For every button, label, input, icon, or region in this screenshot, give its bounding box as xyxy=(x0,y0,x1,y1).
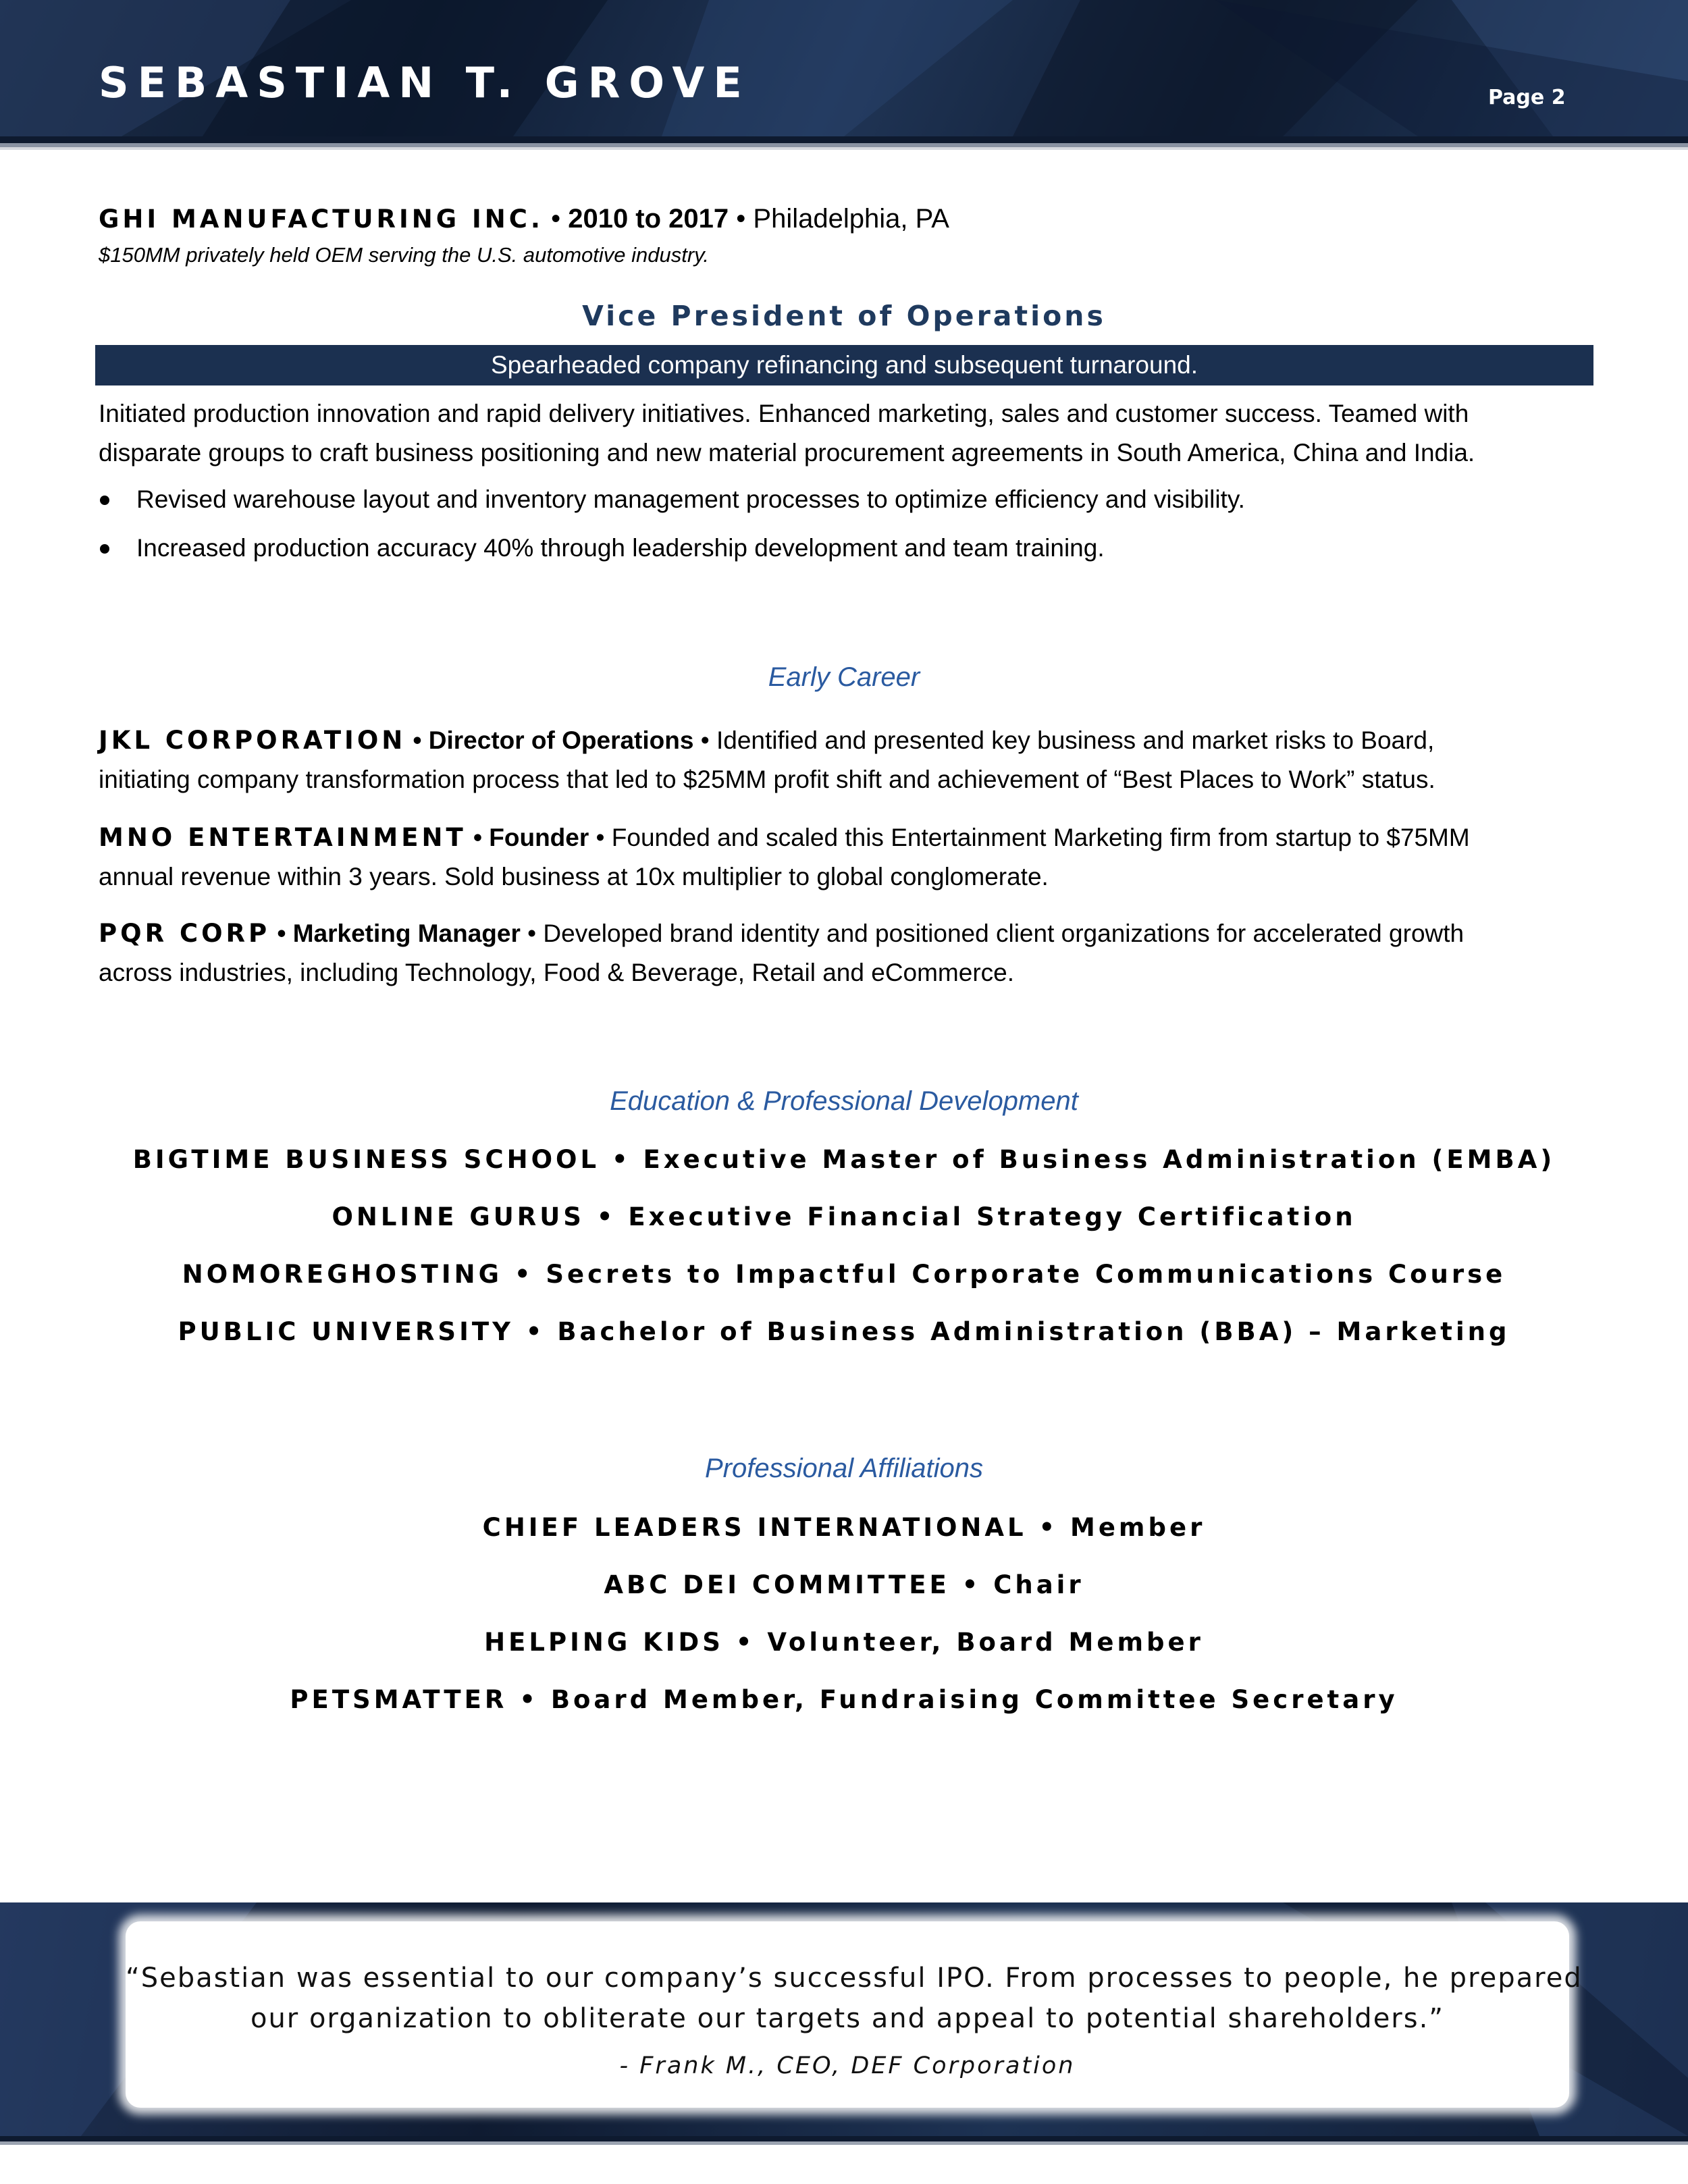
school-name: PUBLIC UNIVERSITY xyxy=(178,1317,514,1346)
education-item xyxy=(0,1315,1688,1349)
separator: • xyxy=(949,1570,994,1599)
school-name: BIGTIME BUSINESS SCHOOL xyxy=(132,1145,600,1174)
career-company: PQR CORP xyxy=(99,919,271,948)
separator: • xyxy=(543,204,569,234)
separator: • xyxy=(270,920,293,947)
separator: • xyxy=(693,726,716,754)
separator: • xyxy=(507,1685,551,1714)
separator: • xyxy=(723,1628,768,1657)
program-name: Executive Financial Strategy Certification xyxy=(628,1202,1356,1231)
education-item xyxy=(0,1258,1688,1291)
organization-name: ABC DEI COMMITTEE xyxy=(604,1570,950,1599)
career-description: Developed brand identity and positioned client organizations for accelerated growth xyxy=(543,920,1465,947)
career-description: initiating company transformation process that led to $25MM profit shift and achievement of “Best Places to Work” status. xyxy=(99,766,1435,793)
affiliation-role: Chair xyxy=(993,1570,1084,1599)
career-company: JKL CORPORATION xyxy=(99,726,406,755)
organization-name: PETSMATTER xyxy=(290,1685,508,1714)
school-name: NOMOREGHOSTING xyxy=(182,1260,502,1289)
separator: • xyxy=(600,1145,643,1174)
affiliation-role: Volunteer, Board Member xyxy=(767,1628,1204,1657)
career-entry xyxy=(99,721,1598,799)
program-name: Executive Master of Business Administration (EMBA) xyxy=(643,1145,1556,1174)
affiliation-role: Member xyxy=(1070,1513,1206,1542)
career-description: across industries, including Technology, Food & Beverage, Retail and eCommerce. xyxy=(99,959,1015,986)
separator: • xyxy=(406,726,429,754)
job-title: Vice President of Operations xyxy=(582,300,1106,332)
career-company: MNO ENTERTAINMENT xyxy=(99,823,467,852)
career-entry xyxy=(99,914,1598,992)
separator: • xyxy=(589,824,612,851)
affiliation-item xyxy=(0,1511,1688,1545)
testimonial-quote: “Sebastian was essential to our company’s successful IPO. From processes to people, he prepared xyxy=(126,1963,1583,1994)
testimonial-attribution: - Frank M., CEO, DEF Corporation xyxy=(619,2052,1076,2079)
separator: • xyxy=(466,824,490,851)
separator: • xyxy=(520,920,544,947)
separator: • xyxy=(513,1317,558,1346)
career-description: Identified and presented key business and market risks to Board, xyxy=(716,726,1435,754)
affiliation-role: Board Member, Fundraising Committee Secretary xyxy=(550,1685,1398,1714)
highlight-bar: Spearheaded company refinancing and subsequent turnaround. xyxy=(95,345,1593,385)
header-banner xyxy=(0,0,1688,136)
program-name: Bachelor of Business Administration (BBA) – Marketing xyxy=(557,1317,1510,1346)
summary-line: disparate groups to craft business positioning and new material procurement agreements in South America, China and India. xyxy=(99,439,1475,467)
education-item xyxy=(0,1143,1688,1177)
bullet-text: Revised warehouse layout and inventory management processes to optimize efficiency and visibility. xyxy=(136,485,1245,513)
company-location: Philadelphia, PA xyxy=(753,204,949,234)
company-line xyxy=(99,203,949,236)
organization-name: CHIEF LEADERS INTERNATIONAL xyxy=(482,1513,1027,1542)
affiliation-item xyxy=(0,1626,1688,1659)
list-item xyxy=(99,529,1245,578)
banner-divider xyxy=(0,147,1688,150)
career-description: Founded and scaled this Entertainment Marketing firm from startup to $75MM xyxy=(611,824,1470,851)
candidate-name: SEBASTIAN T. GROVE xyxy=(99,58,751,107)
company-description: $150MM privately held OEM serving the U.S. automotive industry. xyxy=(99,243,709,267)
program-name: Secrets to Impactful Corporate Communications Course xyxy=(546,1260,1506,1289)
company-name: GHI MANUFACTURING INC. xyxy=(99,205,544,234)
career-role: Founder xyxy=(489,824,589,851)
section-title-early-career: Early Career xyxy=(768,662,920,692)
bullet-text: Increased production accuracy 40% through leadership development and team training. xyxy=(136,534,1105,562)
job-summary xyxy=(99,394,1598,473)
bullet-icon xyxy=(100,496,109,505)
banner-divider xyxy=(0,136,1688,143)
separator: • xyxy=(584,1202,629,1231)
testimonial-quote: our organization to obliterate our targets and appeal to potential shareholders.” xyxy=(250,2003,1445,2034)
section-title-affiliations: Professional Affiliations xyxy=(704,1454,984,1483)
career-role: Director of Operations xyxy=(428,726,694,754)
career-description: annual revenue within 3 years. Sold business at 10x multiplier to global conglomerate. xyxy=(99,863,1049,890)
footer-divider xyxy=(0,2136,1688,2141)
organization-name: HELPING KIDS xyxy=(484,1628,724,1657)
employment-dates: 2010 to 2017 xyxy=(568,204,729,234)
career-entry xyxy=(99,818,1598,897)
school-name: ONLINE GURUS xyxy=(332,1202,585,1231)
footer-divider xyxy=(0,2141,1688,2145)
separator: • xyxy=(1026,1513,1071,1542)
section-title-education: Education & Professional Development xyxy=(610,1086,1078,1116)
summary-line: Initiated production innovation and rapid delivery initiatives. Enhanced marketing, sales and customer success. Teamed with xyxy=(99,400,1469,427)
career-role: Marketing Manager xyxy=(292,920,521,947)
affiliation-item xyxy=(0,1568,1688,1602)
list-item xyxy=(99,481,1245,529)
bullet-icon xyxy=(100,544,109,554)
separator: • xyxy=(502,1260,546,1289)
page-number: Page 2 xyxy=(1488,86,1566,109)
affiliation-item xyxy=(0,1683,1688,1717)
achievement-list xyxy=(99,481,1245,578)
education-item xyxy=(0,1200,1688,1234)
separator: • xyxy=(729,204,754,234)
